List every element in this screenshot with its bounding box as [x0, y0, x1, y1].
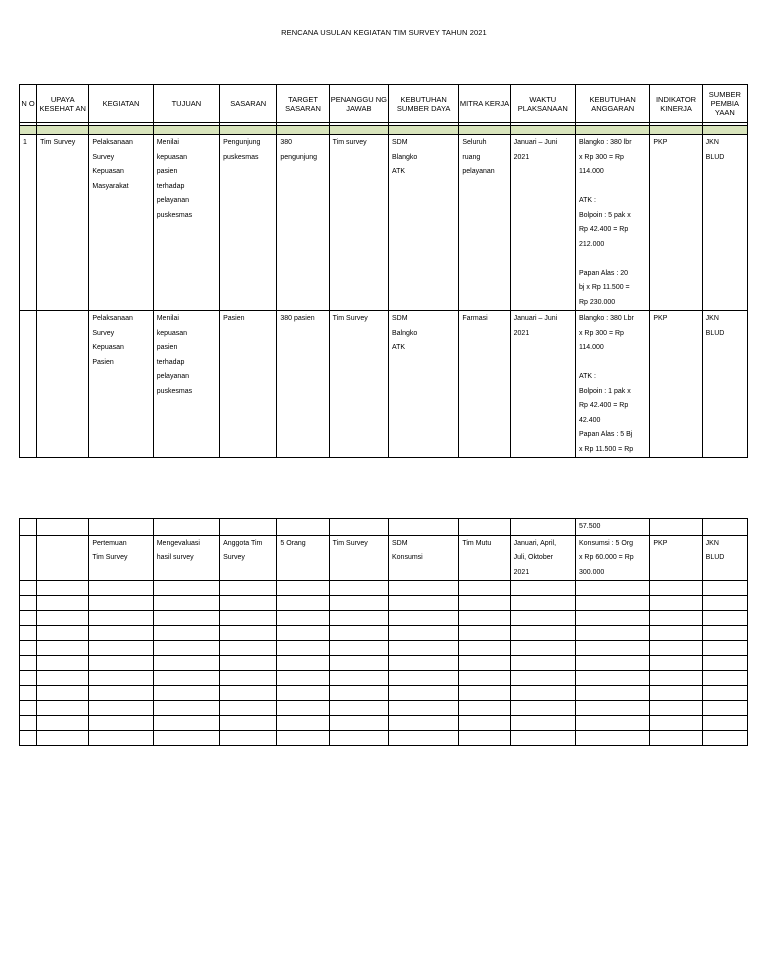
empty-cell	[153, 611, 219, 626]
header-no: N O	[20, 85, 37, 123]
empty-cell	[702, 731, 747, 746]
empty-cell	[329, 641, 388, 656]
empty-row	[20, 641, 748, 656]
empty-cell	[220, 671, 277, 686]
cell-target: 5 Orang	[277, 535, 329, 581]
empty-cell	[459, 626, 510, 641]
empty-cell	[650, 716, 702, 731]
empty-cell	[575, 581, 649, 596]
empty-cell	[220, 641, 277, 656]
empty-cell	[459, 641, 510, 656]
empty-cell	[388, 581, 458, 596]
empty-cell	[388, 731, 458, 746]
table-row	[20, 135, 748, 311]
header-sumber-daya: KEBUTUHAN SUMBER DAYA	[388, 85, 458, 123]
empty-cell	[20, 671, 37, 686]
section-divider-row	[20, 126, 748, 135]
empty-cell	[575, 611, 649, 626]
empty-cell	[20, 611, 37, 626]
empty-cell	[220, 596, 277, 611]
empty-cell	[89, 731, 153, 746]
empty-cell	[510, 581, 575, 596]
cell-penanggung: Tim survey	[329, 135, 388, 311]
header-mitra: MITRA KERJA	[459, 85, 510, 123]
cell-sumber-pembiayaan: JKN BLUD	[702, 311, 747, 458]
cell-anggaran: Blangko : 380 lbr x Rp 300 = Rp 114.000 ATK : Bolpoin : 5 pak x Rp 42.400 = Rp 212.000 Papan Alas : 20 bj x Rp 11.500 = Rp 230.000	[575, 135, 649, 311]
empty-cell	[650, 686, 702, 701]
empty-cell	[37, 656, 89, 671]
cell-anggaran: Blangko : 380 Lbr x Rp 300 = Rp 114.000 ATK : Bolpoin : 1 pak x Rp 42.400 = Rp 42.400 Papan Alas : 5 Bj x Rp 11.500 = Rp	[575, 311, 649, 458]
empty-cell	[277, 671, 329, 686]
empty-cell	[510, 656, 575, 671]
empty-cell	[575, 701, 649, 716]
empty-cell	[650, 671, 702, 686]
empty-cell	[89, 626, 153, 641]
empty-cell	[575, 671, 649, 686]
empty-cell	[575, 626, 649, 641]
cell-no	[20, 535, 37, 581]
cell-sumber-pembiayaan	[702, 519, 747, 536]
cell-sumber-daya: SDM Konsumsi	[388, 535, 458, 581]
empty-cell	[89, 671, 153, 686]
cell-kegiatan: Pelaksanaan Survey Kepuasan Pasien	[89, 311, 153, 458]
empty-cell	[89, 686, 153, 701]
cell-sasaran: Pasien	[220, 311, 277, 458]
cell-indikator: PKP	[650, 135, 702, 311]
cell-kegiatan: Pertemuan Tim Survey	[89, 535, 153, 581]
empty-cell	[510, 671, 575, 686]
cell-sumber-pembiayaan: JKN BLUD	[702, 135, 747, 311]
empty-cell	[510, 641, 575, 656]
cell-waktu: Januari, April, Juli, Oktober 2021	[510, 535, 575, 581]
empty-cell	[220, 686, 277, 701]
empty-cell	[89, 581, 153, 596]
cell-upaya	[37, 519, 89, 536]
empty-cell	[702, 671, 747, 686]
cell-sasaran: Anggota Tim Survey	[220, 535, 277, 581]
empty-cell	[388, 626, 458, 641]
cell-penanggung: Tim Survey	[329, 535, 388, 581]
empty-cell	[277, 611, 329, 626]
empty-cell	[650, 581, 702, 596]
cell-sumber-daya: SDM Blangko ATK	[388, 135, 458, 311]
empty-cell	[329, 731, 388, 746]
empty-row	[20, 611, 748, 626]
empty-cell	[153, 671, 219, 686]
empty-row	[20, 671, 748, 686]
cell-mitra: Tim Mutu	[459, 535, 510, 581]
cell-anggaran: 57.500	[575, 519, 649, 536]
empty-cell	[37, 686, 89, 701]
empty-cell	[329, 626, 388, 641]
empty-cell	[20, 581, 37, 596]
empty-cell	[388, 686, 458, 701]
empty-cell	[89, 701, 153, 716]
empty-cell	[702, 656, 747, 671]
empty-cell	[277, 641, 329, 656]
empty-cell	[388, 641, 458, 656]
empty-cell	[153, 596, 219, 611]
empty-cell	[277, 581, 329, 596]
header-kegiatan: KEGIATAN	[89, 85, 153, 123]
empty-cell	[20, 731, 37, 746]
cell-penanggung: Tim Survey	[329, 311, 388, 458]
empty-cell	[702, 611, 747, 626]
cell-upaya: Tim Survey	[37, 135, 89, 311]
empty-cell	[510, 596, 575, 611]
header-waktu: WAKTU PLAKSANAAN	[510, 85, 575, 123]
empty-cell	[575, 716, 649, 731]
cell-penanggung	[329, 519, 388, 536]
empty-cell	[329, 716, 388, 731]
cell-kegiatan	[89, 519, 153, 536]
cell-indikator: PKP	[650, 311, 702, 458]
empty-cell	[388, 701, 458, 716]
empty-cell	[37, 596, 89, 611]
empty-cell	[388, 671, 458, 686]
empty-cell	[277, 701, 329, 716]
cell-kegiatan: Pelaksanaan Survey Kepuasan Masyarakat	[89, 135, 153, 311]
empty-cell	[220, 701, 277, 716]
cell-no	[20, 519, 37, 536]
empty-cell	[510, 686, 575, 701]
cell-waktu: Januari – Juni 2021	[510, 311, 575, 458]
empty-cell	[37, 716, 89, 731]
empty-cell	[220, 716, 277, 731]
empty-cell	[329, 581, 388, 596]
empty-cell	[575, 596, 649, 611]
empty-cell	[37, 626, 89, 641]
empty-cell	[510, 731, 575, 746]
cell-sumber-daya: SDM Balngko ATK	[388, 311, 458, 458]
empty-cell	[89, 716, 153, 731]
empty-cell	[37, 731, 89, 746]
empty-cell	[459, 686, 510, 701]
cell-tujuan	[153, 519, 219, 536]
empty-row	[20, 701, 748, 716]
empty-cell	[220, 581, 277, 596]
empty-cell	[575, 656, 649, 671]
empty-cell	[388, 596, 458, 611]
header-indikator: INDIKATOR KINERJA	[650, 85, 702, 123]
cell-no	[20, 311, 37, 458]
cell-waktu	[510, 519, 575, 536]
activity-plan-table	[19, 84, 748, 458]
empty-cell	[702, 596, 747, 611]
empty-row	[20, 656, 748, 671]
empty-cell	[459, 731, 510, 746]
empty-row	[20, 686, 748, 701]
cell-tujuan: Menilai kepuasan pasien terhadap pelayanan puskesmas	[153, 135, 219, 311]
empty-cell	[89, 611, 153, 626]
table-row	[20, 535, 748, 581]
empty-cell	[153, 716, 219, 731]
cell-upaya	[37, 311, 89, 458]
empty-cell	[459, 716, 510, 731]
empty-cell	[459, 701, 510, 716]
empty-cell	[510, 611, 575, 626]
cell-target: 380 pasien	[277, 311, 329, 458]
empty-cell	[153, 701, 219, 716]
empty-cell	[510, 716, 575, 731]
empty-cell	[89, 596, 153, 611]
empty-cell	[153, 731, 219, 746]
empty-cell	[510, 626, 575, 641]
empty-row	[20, 731, 748, 746]
cell-anggaran: Konsumsi : 5 Org x Rp 60.000 = Rp 300.000	[575, 535, 649, 581]
header-upaya: UPAYA KESEHAT AN	[37, 85, 89, 123]
empty-cell	[220, 731, 277, 746]
empty-row	[20, 596, 748, 611]
empty-cell	[37, 701, 89, 716]
empty-cell	[20, 716, 37, 731]
empty-row	[20, 581, 748, 596]
empty-cell	[37, 611, 89, 626]
empty-cell	[20, 641, 37, 656]
header-target: TARGET SASARAN	[277, 85, 329, 123]
cell-mitra: Farmasi	[459, 311, 510, 458]
empty-cell	[459, 581, 510, 596]
empty-cell	[37, 581, 89, 596]
empty-cell	[20, 656, 37, 671]
empty-cell	[388, 656, 458, 671]
header-anggaran: KEBUTUHAN ANGGARAN	[575, 85, 649, 123]
header-row	[20, 85, 748, 123]
cell-mitra	[459, 519, 510, 536]
empty-cell	[329, 671, 388, 686]
empty-cell	[650, 596, 702, 611]
empty-cell	[277, 596, 329, 611]
empty-cell	[702, 701, 747, 716]
empty-cell	[650, 656, 702, 671]
empty-cell	[650, 731, 702, 746]
empty-cell	[459, 611, 510, 626]
cell-mitra: Seluruh ruang pelayanan	[459, 135, 510, 311]
empty-cell	[650, 641, 702, 656]
empty-cell	[575, 641, 649, 656]
table-row	[20, 311, 748, 458]
empty-cell	[37, 641, 89, 656]
empty-cell	[459, 596, 510, 611]
header-sasaran: SASARAN	[220, 85, 277, 123]
empty-cell	[702, 626, 747, 641]
cell-target	[277, 519, 329, 536]
empty-row	[20, 716, 748, 731]
empty-cell	[459, 656, 510, 671]
empty-cell	[37, 671, 89, 686]
empty-cell	[459, 671, 510, 686]
empty-cell	[220, 656, 277, 671]
empty-cell	[220, 626, 277, 641]
empty-cell	[329, 596, 388, 611]
cell-tujuan: Mengevaluasi hasil survey	[153, 535, 219, 581]
empty-cell	[277, 731, 329, 746]
table-row	[20, 519, 748, 536]
cell-tujuan: Menilai kepuasan pasien terhadap pelayanan puskesmas	[153, 311, 219, 458]
empty-cell	[277, 716, 329, 731]
empty-cell	[388, 716, 458, 731]
empty-cell	[510, 701, 575, 716]
cell-target: 380 pengunjung	[277, 135, 329, 311]
header-sumber-pembiayaan: SUMBER PEMBIA YAAN	[702, 85, 747, 123]
empty-cell	[650, 701, 702, 716]
cell-sasaran: Pengunjung puskesmas	[220, 135, 277, 311]
header-tujuan: TUJUAN	[153, 85, 219, 123]
empty-cell	[20, 701, 37, 716]
cell-no: 1	[20, 135, 37, 311]
empty-cell	[20, 596, 37, 611]
empty-cell	[153, 686, 219, 701]
empty-cell	[329, 656, 388, 671]
activity-plan-table-continued	[19, 518, 748, 746]
cell-indikator	[650, 519, 702, 536]
empty-cell	[575, 686, 649, 701]
empty-cell	[575, 731, 649, 746]
empty-cell	[20, 686, 37, 701]
empty-cell	[650, 626, 702, 641]
empty-cell	[702, 716, 747, 731]
empty-cell	[153, 656, 219, 671]
empty-cell	[388, 611, 458, 626]
cell-sumber-pembiayaan: JKN BLUD	[702, 535, 747, 581]
document-title: RENCANA USULAN KEGIATAN TIM SURVEY TAHUN 2021	[281, 28, 487, 37]
empty-cell	[702, 581, 747, 596]
cell-waktu: Januari – Juni 2021	[510, 135, 575, 311]
cell-indikator: PKP	[650, 535, 702, 581]
header-penanggung: PENANGGU NG JAWAB	[329, 85, 388, 123]
cell-sasaran	[220, 519, 277, 536]
empty-cell	[20, 626, 37, 641]
empty-cell	[702, 641, 747, 656]
empty-cell	[277, 626, 329, 641]
empty-cell	[329, 701, 388, 716]
cell-upaya	[37, 535, 89, 581]
empty-cell	[89, 656, 153, 671]
empty-cell	[702, 686, 747, 701]
empty-cell	[329, 611, 388, 626]
empty-cell	[277, 686, 329, 701]
empty-cell	[153, 641, 219, 656]
empty-row	[20, 626, 748, 641]
empty-cell	[153, 626, 219, 641]
empty-cell	[153, 581, 219, 596]
empty-cell	[220, 611, 277, 626]
cell-sumber-daya	[388, 519, 458, 536]
empty-cell	[329, 686, 388, 701]
empty-cell	[277, 656, 329, 671]
empty-cell	[650, 611, 702, 626]
empty-cell	[89, 641, 153, 656]
